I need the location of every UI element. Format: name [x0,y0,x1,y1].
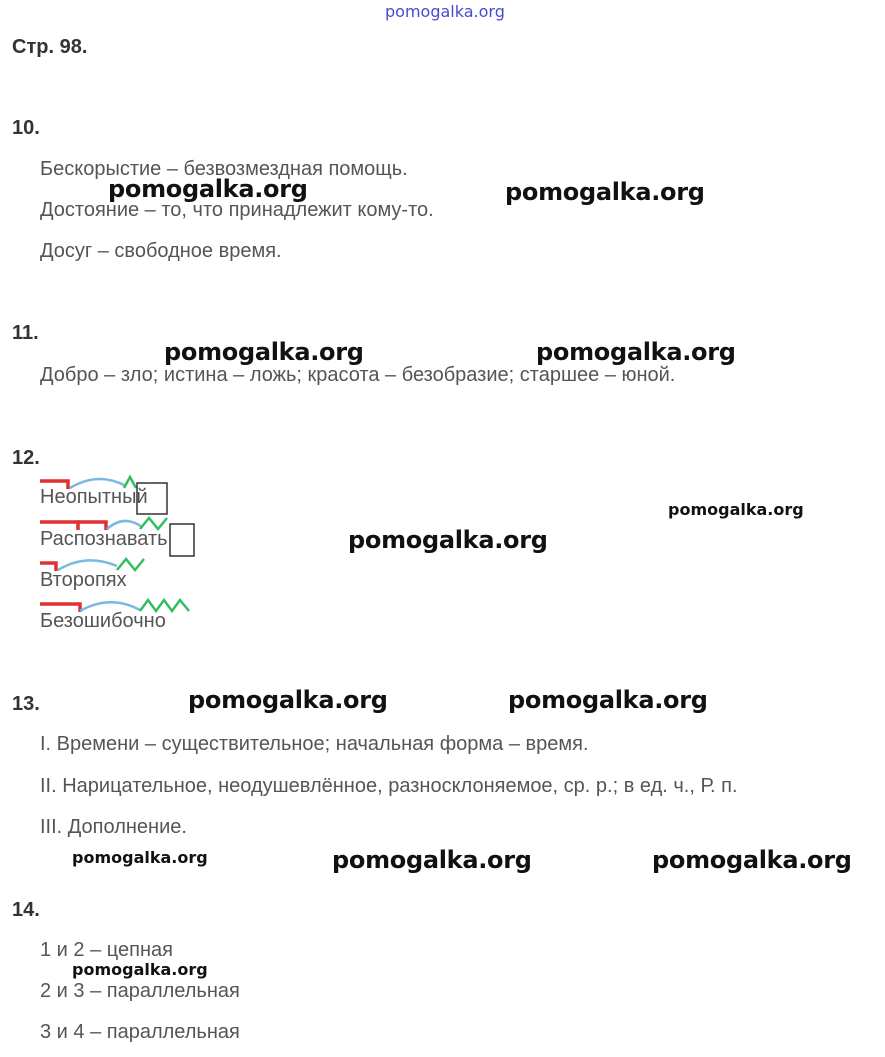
watermark: pomogalka.org [188,686,388,714]
exercise-11-line-1: Добро – зло; истина – ложь; красота – безобразие; старшее – юной. [40,364,676,386]
watermark: pomogalka.org [505,178,705,206]
exercise-14-line-2: 2 и 3 – параллельная [40,980,240,1002]
exercise-13-number: 13. [12,693,40,715]
watermark: pomogalka.org [72,848,208,867]
page-label: Стр. 98. [12,36,88,58]
watermark: pomogalka.org [668,500,804,519]
exercise-12-word-1: Неопытный [40,486,148,508]
exercise-12-word-2: Распознавать [40,528,168,550]
exercise-10-line-3: Досуг – свободное время. [40,240,282,262]
exercise-14-number: 14. [12,899,40,921]
exercise-11-number: 11. [12,322,39,344]
ending-box [170,524,194,556]
watermark: pomogalka.org [164,338,364,366]
watermark: pomogalka.org [652,846,852,874]
site-header[interactable]: pomogalka.org [385,2,505,21]
exercise-12-word-3: Второпях [40,569,127,591]
exercise-13-line-2: II. Нарицательное, неодушевлённое, разносклоняемое, ср. р.; в ед. ч., Р. п. [40,775,738,797]
watermark: pomogalka.org [536,338,736,366]
exercise-10-number: 10. [12,117,40,139]
exercise-14-line-3: 3 и 4 – параллельная [40,1021,240,1043]
watermark: pomogalka.org [332,846,532,874]
exercise-10-line-2: Достояние – то, что принадлежит кому-то. [40,199,434,221]
exercise-12-number: 12. [12,447,40,469]
exercise-14-line-1: 1 и 2 – цепная [40,939,173,961]
exercise-12-word-4: Безошибочно [40,610,166,632]
watermark: pomogalka.org [348,526,548,554]
watermark: pomogalka.org [72,960,208,979]
exercise-10-line-1: Бескорыстие – безвозмездная помощь. [40,158,408,180]
exercise-13-line-1: I. Времени – существительное; начальная форма – время. [40,733,589,755]
watermark: pomogalka.org [108,175,308,203]
watermark: pomogalka.org [508,686,708,714]
exercise-13-line-3: III. Дополнение. [40,816,187,838]
